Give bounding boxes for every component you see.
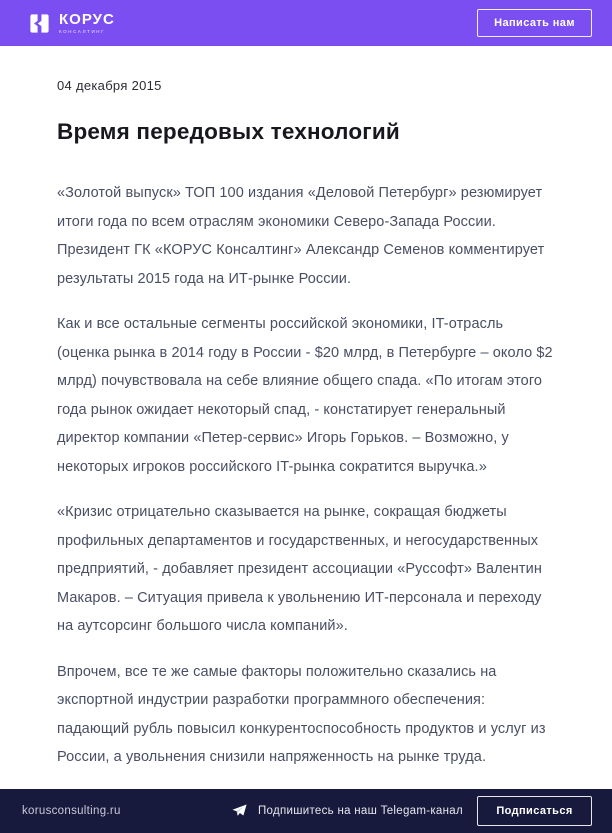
article-paragraph: «Золотой выпуск» ТОП 100 издания «Деловой Петербург» резюмирует итоги года по всем отраслям экономики Северо-Запада России. Президент ГК «КОРУС Консалтинг» Александр Семенов комментирует результаты 2015 года на ИТ-рынке России.	[57, 185, 545, 287]
korus-logo-text	[59, 12, 115, 34]
korus-logo-icon	[28, 12, 51, 35]
article-date: 04 декабря 2015	[57, 78, 162, 93]
subscribe-button[interactable]: Подписаться	[477, 796, 592, 826]
korus-logo[interactable]	[28, 12, 115, 35]
telegram-subscribe-group[interactable]	[231, 802, 463, 819]
footer-right	[231, 796, 592, 826]
telegram-plane-icon	[231, 802, 248, 819]
write-us-button[interactable]: Написать нам	[477, 9, 592, 37]
logo-subtitle: КОНСАЛТИНГ	[59, 28, 106, 34]
site-link[interactable]: korusconsulting.ru	[22, 804, 121, 817]
article-paragraph: «Кризис отрицательно сказывается на рынке, сокращая бюджеты профильных департаментов и государственных, и негосударственных предприятий, - добавляет президент ассоциации «Руссофт» Валентин Макаров. – Ситуация привела к увольнению ИТ-персонала и переходу на аутсорсинг большого числа компаний».	[57, 504, 542, 634]
footer	[0, 789, 612, 833]
header	[0, 0, 612, 46]
article-paragraph: Как и все остальные сегменты российской экономики, IT-отрасль (оценка рынка в 2014 году в России - $20 млрд, в Петербурге – около $2 млрд) почувствовала на себе влияние общего спада. «По итогам этого года рынок ожидает некоторый спад, - констатирует генеральный директор компании «Петер-сервис» Игорь Горьков. – Возможно, у некоторых игроков российского IT-рынка сократится выручка.»	[57, 316, 553, 475]
telegram-subscribe-text: Подпишитесь на наш Telegam-канал	[257, 804, 463, 817]
logo-title: КОРУС	[59, 11, 115, 28]
article	[0, 46, 612, 789]
article-body	[57, 179, 555, 772]
article-title: Время передовых технологий	[57, 119, 400, 144]
article-paragraph: Впрочем, все те же самые факторы положительно сказались на экспортной индустрии разработки программного обеспечения: падающий рубль повысил конкурентоспособность продуктов и услуг из России, а увольнения снизили напряженность на рынке труда.	[57, 663, 546, 765]
